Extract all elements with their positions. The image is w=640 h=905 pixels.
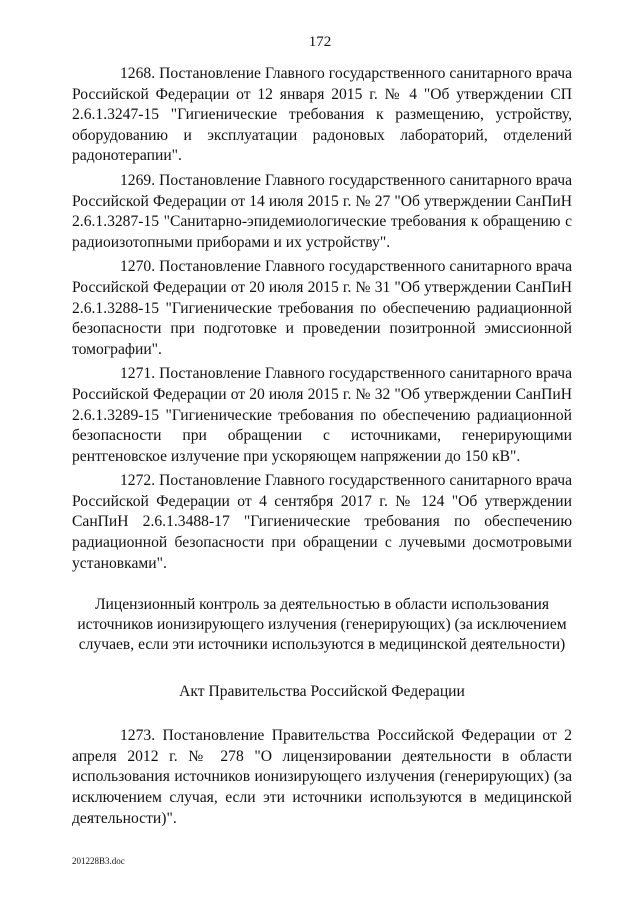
- act-heading: Акт Правительства Российской Федерации: [179, 683, 465, 701]
- entry-1271: 1271. Постановление Главного государственного санитарного врача Российской Федерации от 20 июля 2015 г. № 32 "Об утверждении СанПиН 2.6.1.3289-15 "Гигиенические требования по обеспечению радиационной безопасности при обращении с источниками, генерирующими рентгеновское излучение при ускоряющем напряжении до 150 кВ".: [72, 365, 572, 465]
- entry-1272: 1272. Постановление Главного государственного санитарного врача Российской Федерации от 4 сентября 2017 г. № 124 "Об утверждении СанПиН 2.6.1.3488-17 "Гигиенические требования по обеспечению радиационной безопасности при обращении с лучевыми досмотровыми установками".: [72, 472, 572, 572]
- section-heading-line-3: случаев, если эти источники используются в медицинской деятельности): [78, 636, 566, 654]
- section-heading-line-1: Лицензионный контроль за деятельностью в области использования: [94, 596, 550, 614]
- footer-file-code: 201228B3.doc: [72, 856, 125, 866]
- entry-1270: 1270. Постановление Главного государственного санитарного врача Российской Федерации от 20 июля 2015 г. № 31 "Об утверждении СанПиН 2.6.1.3288-15 "Гигиенические требования по обеспечению радиационной безопасности при подготовке и проведении позитронной эмиссионной томографии".: [72, 258, 572, 358]
- document-body: [72, 64, 572, 833]
- entry-1273: 1273. Постановление Правительства Российской Федерации от 2 апреля 2012 г. № 278 "О лицензировании деятельности в области использования источников ионизирующего излучения (генерирующих) (за исключением случая, если эти источники используются в медицинской деятельности)".: [72, 727, 572, 827]
- section-heading-line-2: источников ионизирующего излучения (генерирующих) (за исключением: [77, 616, 567, 634]
- entry-1268: 1268. Постановление Главного государственного санитарного врача Российской Федерации от 12 января 2015 г. № 4 "Об утверждении СП 2.6.1.3247-15 "Гигиенические требования к размещению, устройству, оборудованию и эксплуатации радоновых лабораторий, отделений радонотерапии".: [72, 65, 572, 165]
- entry-1269: 1269. Постановление Главного государственного санитарного врача Российской Федерации от 14 июля 2015 г. № 27 "Об утверждении СанПиН 2.6.1.3287-15 "Санитарно-эпидемиологические требования к обращению с радиоизотопными приборами и их устройству".: [72, 171, 572, 251]
- page-number: 172: [308, 34, 332, 50]
- section-heading: [72, 595, 572, 655]
